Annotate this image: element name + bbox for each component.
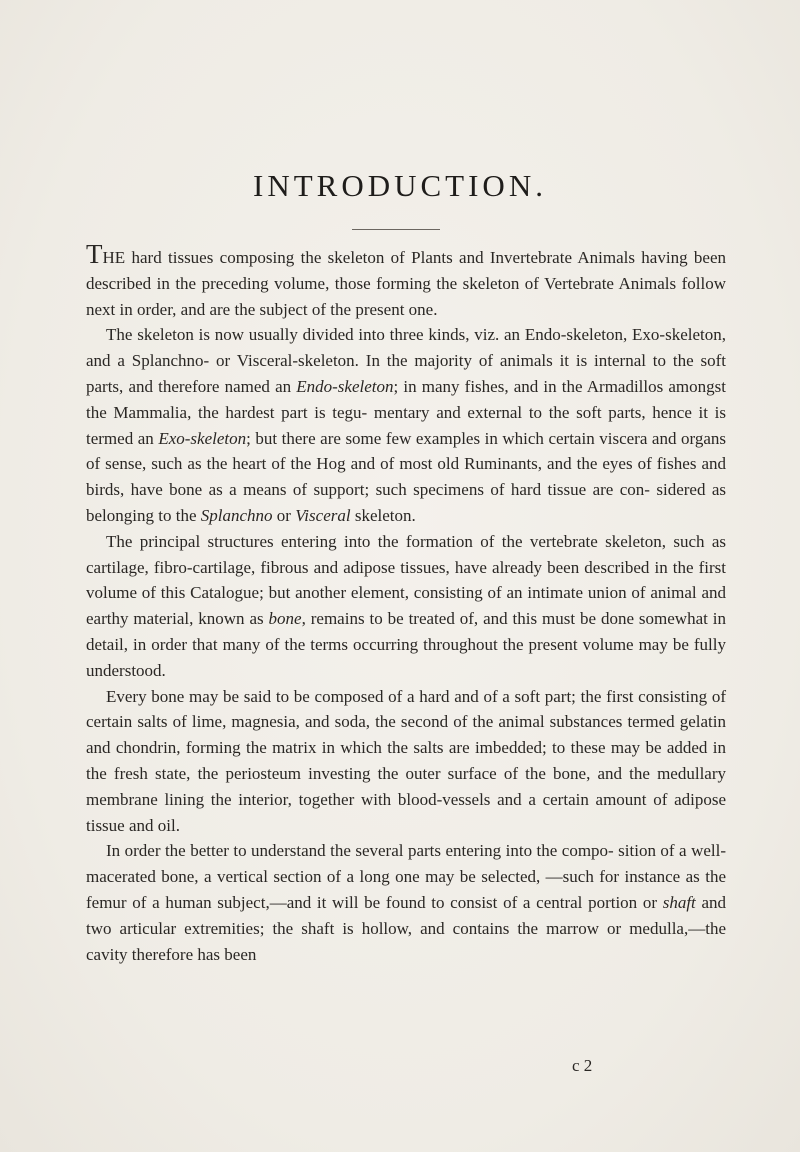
paragraph-3-part-1: The principal structures entering into the formation of the vertebrate skeleton, such as cartilage, fibro-cartilage, fibrous and adipose tissues, have already been described in the first volume of this Catalogue; but another element, consisting of an intimate union of animal and earthy material, known as bbox=[86, 531, 726, 629]
page-title: INTRODUCTION. bbox=[253, 168, 547, 203]
paragraph-2-part-3: ; but there are some few examples in which certain viscera and organs of sense, such as the heart of the Hog and of most old Ruminants, and the eyes of fishes and birds, have bone as a means of support; such specimens of hard tissue are con- sidered as belonging to the bbox=[86, 428, 727, 525]
term-visceral: Visceral bbox=[295, 505, 351, 525]
paragraph-4 bbox=[86, 684, 726, 839]
paragraph-4-text: Every bone may be said to be composed of a hard and of a soft part; the first consisting of certain salts of lime, magnesia, and soda, the second of the animal substances termed gelatin and chondrin, forming the matrix in which the salts are imbedded; to these may be added in the fresh state, the periosteum investing the outer surface of the bone, and the medullary membrane lining the interior, together with blood-vessels and a certain amount of adipose tissue and oil. bbox=[86, 686, 726, 835]
term-splanchno: Splanchno bbox=[200, 505, 273, 525]
paragraph-5-part-2: and two articular extremities; the shaft is hollow, and contains the marrow or medulla,—the cavity therefore has been bbox=[86, 892, 727, 964]
paragraph-5-part-1: In order the better to understand the several parts entering into the compo- sition of a well-macerated bone, a vertical section of a long one may be selected, —such for instance as the femur of a human subject,—and it will be found to consist of a central portion or bbox=[86, 841, 726, 912]
term-shaft: shaft bbox=[662, 892, 696, 912]
drop-cap: T bbox=[86, 239, 103, 269]
paragraph-5 bbox=[86, 838, 726, 967]
paragraph-2-part-4: or bbox=[272, 505, 296, 525]
signature-mark: c 2 bbox=[572, 1056, 593, 1075]
paragraph-2 bbox=[86, 322, 726, 528]
title-divider bbox=[352, 229, 440, 230]
paragraph-1 bbox=[86, 241, 726, 322]
paragraph-2-part-5: skeleton. bbox=[350, 505, 416, 525]
term-exo-skeleton: Exo-skeleton bbox=[158, 428, 247, 448]
paragraph-1-text: HE hard tissues composing the skeleton of Plants and Invertebrate Animals having been described in the preceding volume, those forming the skeleton of Vertebrate Animals follow next in order, and are the subject of the present one. bbox=[86, 248, 726, 319]
paragraph-3 bbox=[86, 529, 726, 684]
term-endo-skeleton: Endo-skeleton bbox=[296, 376, 394, 396]
paragraph-2-part-1: The skeleton is now usually divided into three kinds, viz. an Endo-skeleton, Exo-skeleton, and a Splanchno- or Visceral-skeleton. In the majority of animals it is internal to the soft parts, and therefore named an bbox=[86, 325, 726, 396]
paragraph-2-part-2: ; in many fishes, and in the Armadillos amongst the Mammalia, the hardest part is tegu- mentary and external to the soft parts, hence it is termed an bbox=[86, 376, 726, 448]
term-bone: bone bbox=[268, 609, 302, 629]
body-text bbox=[86, 241, 726, 967]
paragraph-3-part-2: , remains to be treated of, and this must be done somewhat in detail, in order that many of the terms occurring throughout the present volume may be fully understood. bbox=[86, 609, 726, 680]
